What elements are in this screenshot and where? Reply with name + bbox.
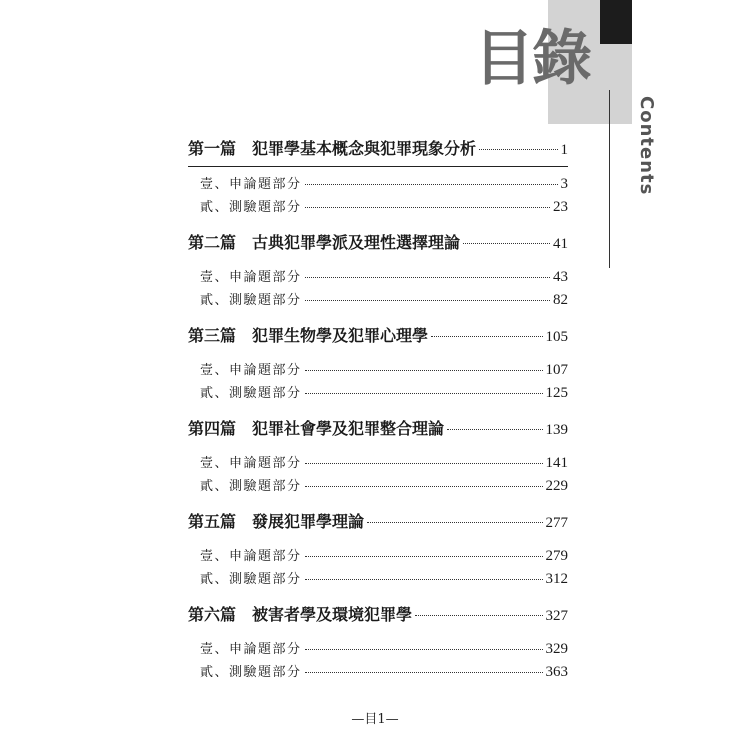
- section-label: 貳、測驗題部分: [200, 665, 302, 680]
- dot-leader: [305, 370, 543, 371]
- part-title: 古典犯罪學派及理性選擇理論: [252, 233, 461, 252]
- toc-part-5: [188, 509, 568, 591]
- part-number: 第三篇: [188, 326, 237, 345]
- page-number: 279: [545, 548, 568, 564]
- toc-part-6: [188, 602, 568, 684]
- header-vertical-rule: [609, 90, 610, 268]
- section-label: 貳、測驗題部分: [200, 293, 302, 308]
- toc-part-heading[interactable]: [188, 323, 568, 353]
- toc-section[interactable]: [200, 173, 568, 196]
- page-footer: —目1—: [351, 712, 399, 727]
- toc-section[interactable]: [200, 289, 568, 312]
- toc-section[interactable]: [200, 545, 568, 568]
- section-label: 壹、申論題部分: [200, 363, 302, 378]
- part-title: 犯罪學基本概念與犯罪現象分析: [252, 139, 477, 158]
- dot-leader: [367, 522, 542, 523]
- toc-part-heading[interactable]: [188, 509, 568, 539]
- page-number: 3: [560, 176, 568, 192]
- part-number: 第六篇: [188, 605, 237, 624]
- page-number: 229: [545, 478, 568, 494]
- page-number: 41: [553, 236, 568, 252]
- dot-leader: [447, 429, 542, 430]
- dot-leader: [305, 184, 558, 185]
- section-label: 貳、測驗題部分: [200, 200, 302, 215]
- part-title: 被害者學及環境犯罪學: [252, 605, 413, 624]
- toc-section[interactable]: [200, 452, 568, 475]
- toc-part-3: [188, 323, 568, 405]
- toc-part-heading[interactable]: [188, 230, 568, 260]
- page-number: 277: [545, 515, 568, 531]
- dot-leader: [463, 243, 550, 244]
- dot-leader: [305, 463, 543, 464]
- dot-leader: [305, 649, 543, 650]
- toc-part-1: [188, 136, 568, 219]
- dot-leader: [305, 556, 543, 557]
- dot-leader: [305, 393, 543, 394]
- header-black-tab: [600, 0, 632, 44]
- dot-leader: [305, 672, 543, 673]
- toc-section[interactable]: [200, 359, 568, 382]
- page-subtitle: Contents: [636, 96, 657, 196]
- page-number: 312: [545, 571, 568, 587]
- part-number: 第一篇: [188, 139, 237, 158]
- page-number: 139: [545, 422, 568, 438]
- toc-part-4: [188, 416, 568, 498]
- dot-leader: [305, 579, 543, 580]
- page-title: 目錄: [474, 24, 590, 94]
- toc-part-heading[interactable]: [188, 602, 568, 632]
- toc-section[interactable]: [200, 661, 568, 684]
- dot-leader: [305, 300, 550, 301]
- section-label: 貳、測驗題部分: [200, 479, 302, 494]
- toc-section[interactable]: [200, 382, 568, 405]
- dot-leader: [415, 615, 542, 616]
- toc-section[interactable]: [200, 568, 568, 591]
- page-number: 329: [545, 641, 568, 657]
- section-label: 貳、測驗題部分: [200, 572, 302, 587]
- section-label: 壹、申論題部分: [200, 642, 302, 657]
- part-title: 發展犯罪學理論: [252, 512, 365, 531]
- section-label: 壹、申論題部分: [200, 549, 302, 564]
- section-label: 貳、測驗題部分: [200, 386, 302, 401]
- section-label: 壹、申論題部分: [200, 177, 302, 192]
- page-number: 1: [560, 142, 568, 158]
- part-number: 第二篇: [188, 233, 237, 252]
- page-number: 43: [553, 269, 568, 285]
- page-number: 327: [545, 608, 568, 624]
- page-number: 141: [545, 455, 568, 471]
- toc-section[interactable]: [200, 475, 568, 498]
- page-number: 107: [545, 362, 568, 378]
- page-number: 23: [553, 199, 568, 215]
- dot-leader: [305, 207, 550, 208]
- toc-section[interactable]: [200, 196, 568, 219]
- page-number: 363: [545, 664, 568, 680]
- section-label: 壹、申論題部分: [200, 270, 302, 285]
- part-number: 第五篇: [188, 512, 237, 531]
- part-title: 犯罪社會學及犯罪整合理論: [252, 419, 445, 438]
- toc-part-heading[interactable]: [188, 416, 568, 446]
- toc-section[interactable]: [200, 638, 568, 661]
- page-number: 105: [545, 329, 568, 345]
- dot-leader: [305, 277, 550, 278]
- toc-section[interactable]: [200, 266, 568, 289]
- toc-part-heading[interactable]: [188, 136, 568, 167]
- dot-leader: [479, 149, 557, 150]
- part-number: 第四篇: [188, 419, 237, 438]
- page-number: 125: [545, 385, 568, 401]
- dot-leader: [431, 336, 542, 337]
- section-label: 壹、申論題部分: [200, 456, 302, 471]
- table-of-contents: [188, 136, 568, 695]
- part-title: 犯罪生物學及犯罪心理學: [252, 326, 429, 345]
- page-number: 82: [553, 292, 568, 308]
- dot-leader: [305, 486, 543, 487]
- toc-part-2: [188, 230, 568, 312]
